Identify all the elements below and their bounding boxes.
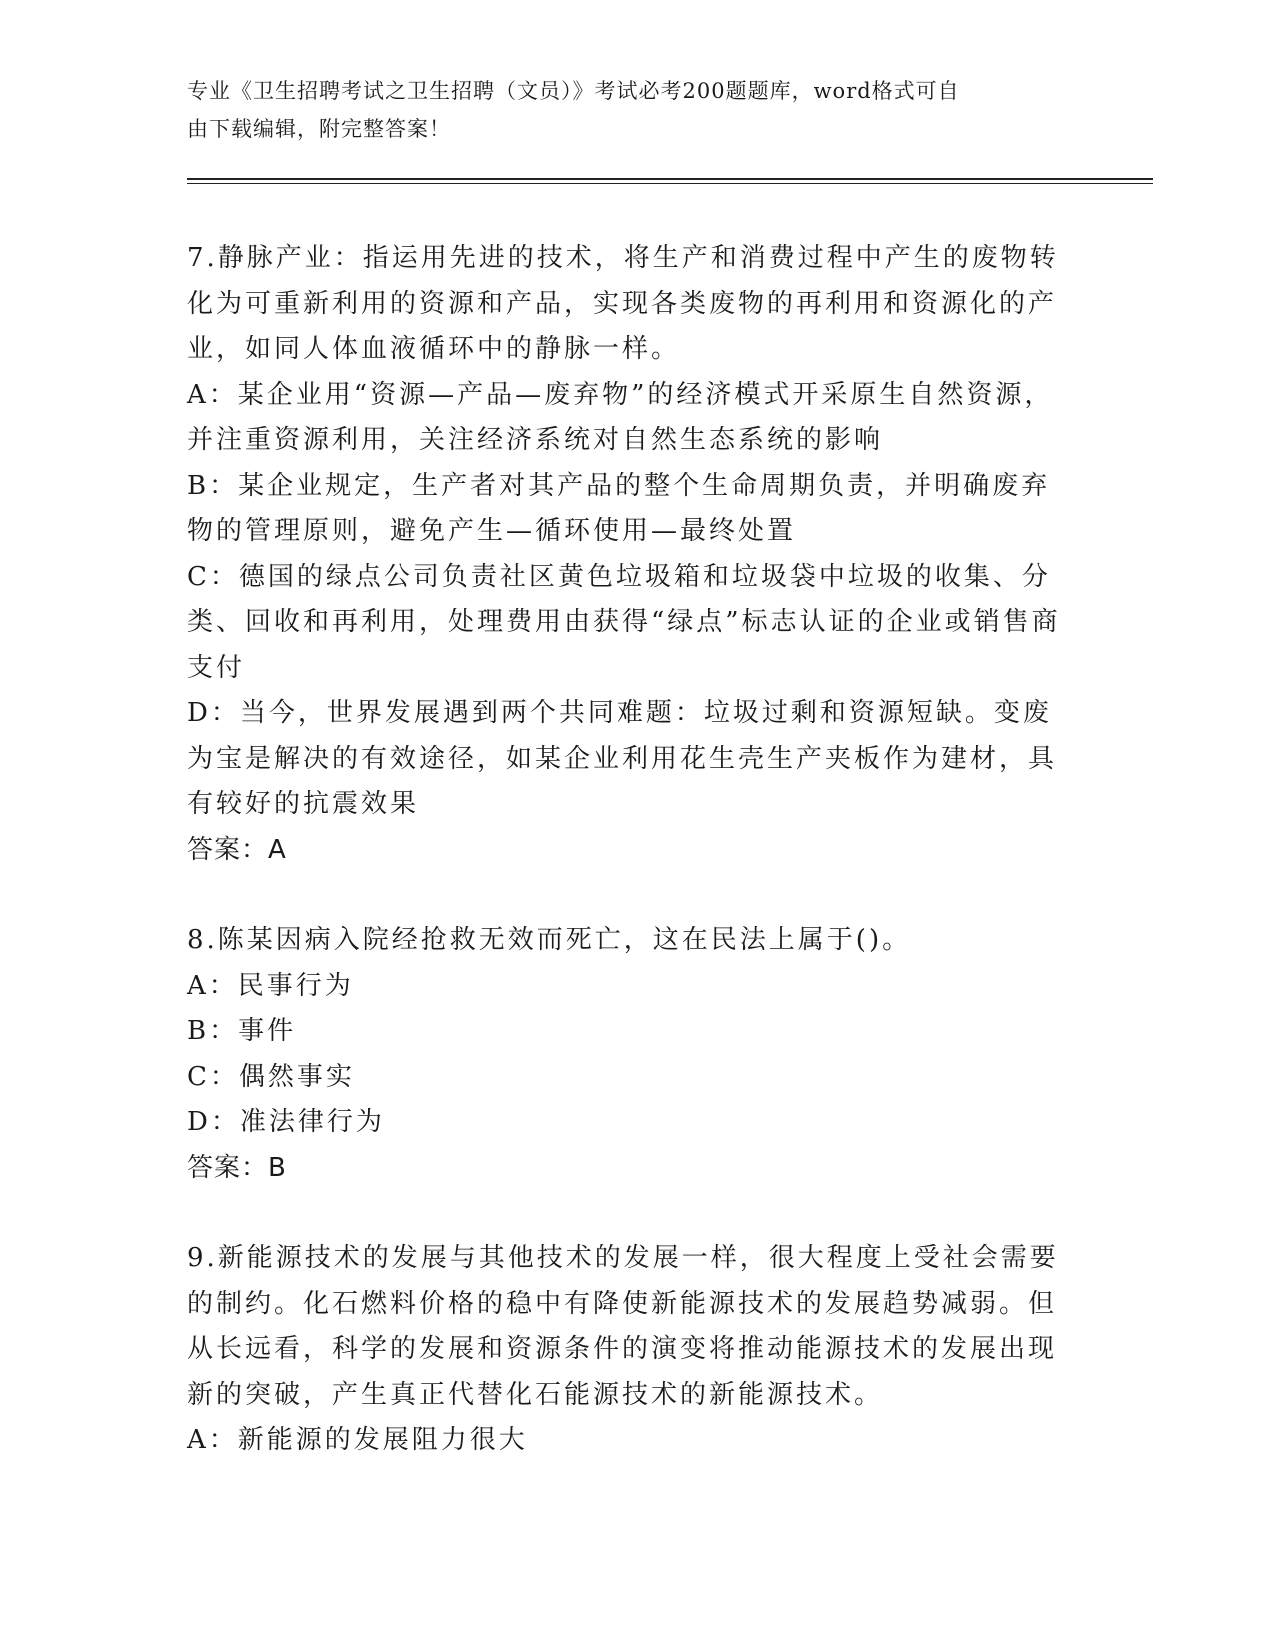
option-b: B：某企业规定，生产者对其产品的整个生命周期负责，并明确废弃物的管理原则，避免产生—循环使用—最终处置 [187,470,1051,546]
question-7 [187,236,1067,873]
question-spacer [187,1191,1067,1236]
question-stem: 8.陈某因病入院经抢救无效而死亡，这在民法上属于()。 [187,925,912,955]
question-stem: 7.静脉产业：指运用先进的技术，将生产和消费过程中产生的废物转化为可重新利用的资源和产品，实现各类废物的再利用和资源化的产业，如同人体血液循环中的静脉一样。 [187,243,1059,364]
option-d: D：当今，世界发展遇到两个共同难题：垃圾过剩和资源短缺。变废为宝是解决的有效途径，如某企业利用花生壳生产夹板作为建材，具有较好的抗震效果 [187,698,1058,819]
header-divider-thick [187,178,1153,180]
question-spacer [187,873,1067,918]
header-title-line-2: 由下载编辑，附完整答案！ [187,117,451,141]
option-c: C：德国的绿点公司负责社区黄色垃圾箱和垃圾袋中垃圾的收集、分类、回收和再利用，处理费用由获得“绿点”标志认证的企业或销售商支付 [187,561,1061,683]
question-9 [187,1236,1067,1464]
question-list [187,236,1067,1464]
question-8 [187,918,1067,1191]
option-a: A：某企业用“资源—产品—废弃物”的经济模式开采原生自然资源，并注重资源利用，关注经济系统对自然生态系统的影响 [187,379,1054,455]
answer-label: 答案：B [187,1152,287,1183]
question-stem: 9.新能源技术的发展与其他技术的发展一样，很大程度上受社会需要的制约。化石燃料价格的稳中有降使新能源技术的发展趋势减弱。但从长远看，科学的发展和资源条件的演变将推动能源技术的发展出现新的突破，产生真正代替化石能源技术的新能源技术。 [187,1243,1059,1410]
header-divider-thin [187,183,1153,184]
option-a: A：民事行为 [187,970,354,1001]
option-d: D：准法律行为 [187,1107,385,1137]
document-header [187,72,1067,148]
option-c: C：偶然事实 [187,1061,355,1092]
option-b: B：事件 [187,1016,297,1046]
option-a: A：新能源的发展阻力很大 [187,1425,528,1455]
header-title-line-1: 专业《卫生招聘考试之卫生招聘（文员）》考试必考200题题库，word格式可自 [187,79,960,103]
answer-label: 答案：A [187,834,287,865]
